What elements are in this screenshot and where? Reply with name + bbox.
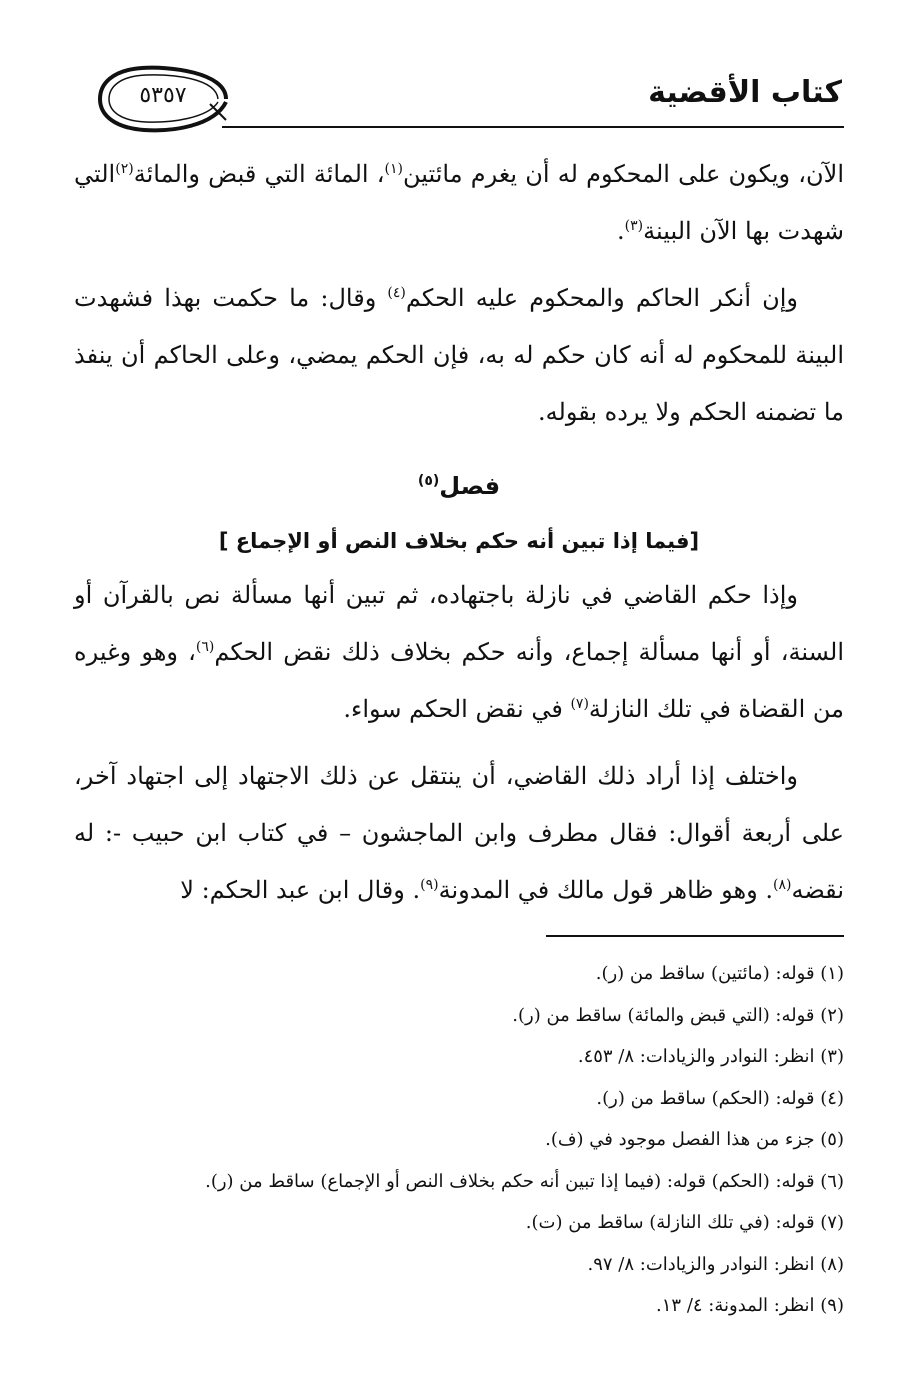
- paragraph-4-text-c: . وقال ابن عبد الحكم: لا: [180, 876, 421, 904]
- paragraph-3-text-b: ، وهو وغيره من القضاة في تلك النازلة: [74, 638, 844, 723]
- paragraph-2: [74, 270, 844, 441]
- footnote-marker-5: (٥): [417, 473, 440, 489]
- paragraph-1-text-a: الآن، ويكون على المحكوم له أن يغرم مائتين: [402, 160, 844, 188]
- footnote-item: (١) قوله: (مائتين) ساقط من (ر).: [595, 963, 844, 984]
- page-number: ٥٣٥٧: [139, 83, 187, 108]
- footnote-marker-1: (١): [384, 161, 403, 177]
- footnote-item: (٧) قوله: (في تلك النازلة) ساقط من (ت).: [525, 1212, 844, 1233]
- paragraph-1-text-b: ، المائة التي قبض والمائة: [133, 160, 385, 188]
- footnote-item: (٦) قوله: (الحكم) قوله: (فيما إذا تبين أنه حكم بخلاف النص أو الإجماع) ساقط من (ر).: [205, 1170, 844, 1192]
- paragraph-2-text-a: وإن أنكر الحاكم والمحكوم عليه الحكم: [405, 284, 798, 312]
- header-rule: [222, 126, 844, 128]
- footnote-marker-4: (٤): [387, 285, 406, 301]
- section-heading: [74, 457, 844, 515]
- footnote-marker-3: (٣): [624, 218, 644, 234]
- paragraph-3-text-a: وإذا حكم القاضي في نازلة باجتهاده، ثم تبين أنها مسألة نص بالقرآن أو السنة، أو أنها مسألة إجماع، وأنه حكم بخلاف ذلك نقض الحكم: [74, 581, 844, 666]
- paragraph-1-text-c: التي شهدت بها الآن البينة: [74, 160, 844, 245]
- footnote-item: (٨) انظر: النوادر والزيادات: ٨/ ٩٧.: [587, 1253, 844, 1275]
- footnote-item: (٣) انظر: النوادر والزيادات: ٨/ ٤٥٣.: [577, 1046, 844, 1067]
- footnote-item: (٩) انظر: المدونة: ٤/ ١٣.: [656, 1295, 844, 1316]
- paragraph-1: [74, 146, 844, 260]
- footnote-marker-7: (٧): [570, 696, 589, 712]
- paragraph-4: [74, 748, 844, 919]
- footnote-separator: [546, 935, 844, 937]
- running-header-title: كتاب الأقضية: [648, 75, 842, 110]
- footnote-marker-6: (٦): [195, 639, 215, 655]
- paragraph-4-text-a: واختلف إذا أراد ذلك القاضي، أن ينتقل عن ذلك الاجتهاد إلى اجتهاد آخر، على أربعة أقوال: فقال مطرف وابن الماجشون – في كتاب ابن حبيب -: له نقضه: [74, 762, 844, 904]
- footnote-marker-2: (٢): [115, 161, 134, 177]
- paragraph-3-text-c: في نقض الحكم سواء.: [343, 695, 571, 723]
- paragraph-2-text-b: وقال: ما حكمت بهذا فشهدت البينة للمحكوم له أنه كان حكم له به، فإن الحكم يمضي، وعلى الحاكم أن ينفذ ما تضمنه الحكم ولا يرده بقوله.: [74, 284, 844, 426]
- paragraph-1-text-d: .: [617, 217, 625, 245]
- section-subheading: [فيما إذا تبين أنه حكم بخلاف النص أو الإجماع ]: [218, 529, 700, 553]
- footnote-marker-8: (٨): [773, 877, 792, 893]
- section-heading-text: فصل: [439, 472, 501, 500]
- footnotes-list: [74, 953, 844, 1327]
- footnote-marker-9: (٩): [420, 877, 439, 893]
- footnote-item: (٢) قوله: (التي قبض والمائة) ساقط من (ر).: [512, 1004, 844, 1026]
- main-text: [74, 146, 844, 919]
- footnote-item: (٤) قوله: (الحكم) ساقط من (ر).: [596, 1087, 844, 1109]
- footnote-item: (٥) جزء من هذا الفصل موجود في (ف).: [545, 1129, 844, 1150]
- paragraph-3: [74, 567, 844, 738]
- paragraph-4-text-b: . وهو ظاهر قول مالك في المدونة: [438, 876, 774, 904]
